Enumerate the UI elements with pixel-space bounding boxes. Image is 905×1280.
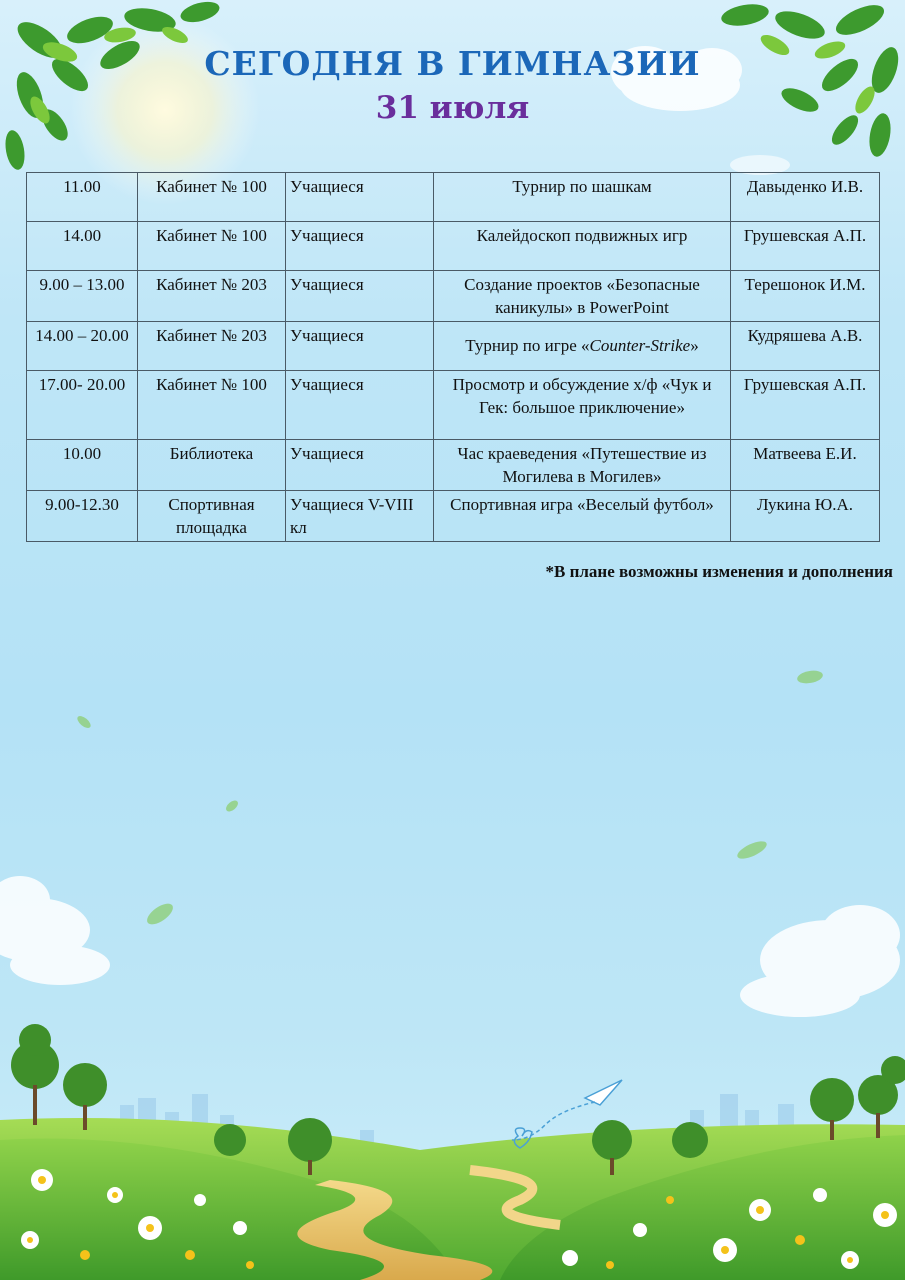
table-row [27,271,880,322]
table-row [27,322,880,371]
responsible-cell: Кудряшева А.В. [731,322,880,371]
time-cell: 11.00 [27,173,138,222]
event-cell: Спортивная игра «Веселый футбол» [434,491,731,542]
place-cell: Кабинет № 100 [138,371,286,440]
event-game-name: Counter-Strike [589,336,691,356]
time-cell: 10.00 [27,440,138,491]
responsible-cell: Лукина Ю.А. [731,491,880,542]
event-text: » [690,336,699,356]
place-cell: Кабинет № 203 [138,271,286,322]
page-title: СЕГОДНЯ В ГИМНАЗИИ [204,44,701,83]
event-cell [434,322,731,371]
event-cell: Час краеведения «Путешествие из Могилева в Могилев» [434,440,731,491]
responsible-cell: Грушевская А.П. [731,222,880,271]
table-row [27,491,880,542]
event-text: Турнир по игре « [465,336,590,356]
audience-cell: Учащиеся [286,322,434,371]
meadow-scene [0,1024,905,1280]
footnote: *В плане возможны изменения и дополнения [545,562,893,581]
responsible-cell: Матвеева Е.И. [731,440,880,491]
audience-cell: Учащиеся [286,271,434,322]
event-cell: Калейдоскоп подвижных игр [434,222,731,271]
table-row [27,440,880,491]
schedule-table [26,172,880,542]
responsible-cell: Грушевская А.П. [731,371,880,440]
floating-leaf-icon [75,669,824,929]
time-cell: 17.00- 20.00 [27,371,138,440]
table-row [27,371,880,440]
audience-cell: Учащиеся [286,173,434,222]
place-cell: Библиотека [138,440,286,491]
event-cell: Создание проектов «Безопасные каникулы» в PowerPoint [434,271,731,322]
audience-cell: Учащиеся [286,371,434,440]
page-date: 31 июля [375,90,530,126]
event-cell: Турнир по шашкам [434,173,731,222]
time-cell: 9.00 – 13.00 [27,271,138,322]
time-cell: 9.00-12.30 [27,491,138,542]
place-cell: Кабинет № 203 [138,322,286,371]
audience-cell: Учащиеся [286,222,434,271]
audience-cell: Учащиеся V-VIII кл [286,491,434,542]
event-cell: Просмотр и обсуждение х/ф «Чук и Гек: большое приключение» [434,371,731,440]
place-cell: Кабинет № 100 [138,222,286,271]
audience-cell: Учащиеся [286,440,434,491]
place-cell: Кабинет № 100 [138,173,286,222]
responsible-cell: Давыденко И.В. [731,173,880,222]
place-cell: Спортивная площадка [138,491,286,542]
table-row [27,222,880,271]
table-row [27,173,880,222]
time-cell: 14.00 [27,222,138,271]
time-cell: 14.00 – 20.00 [27,322,138,371]
responsible-cell: Терешонок И.М. [731,271,880,322]
